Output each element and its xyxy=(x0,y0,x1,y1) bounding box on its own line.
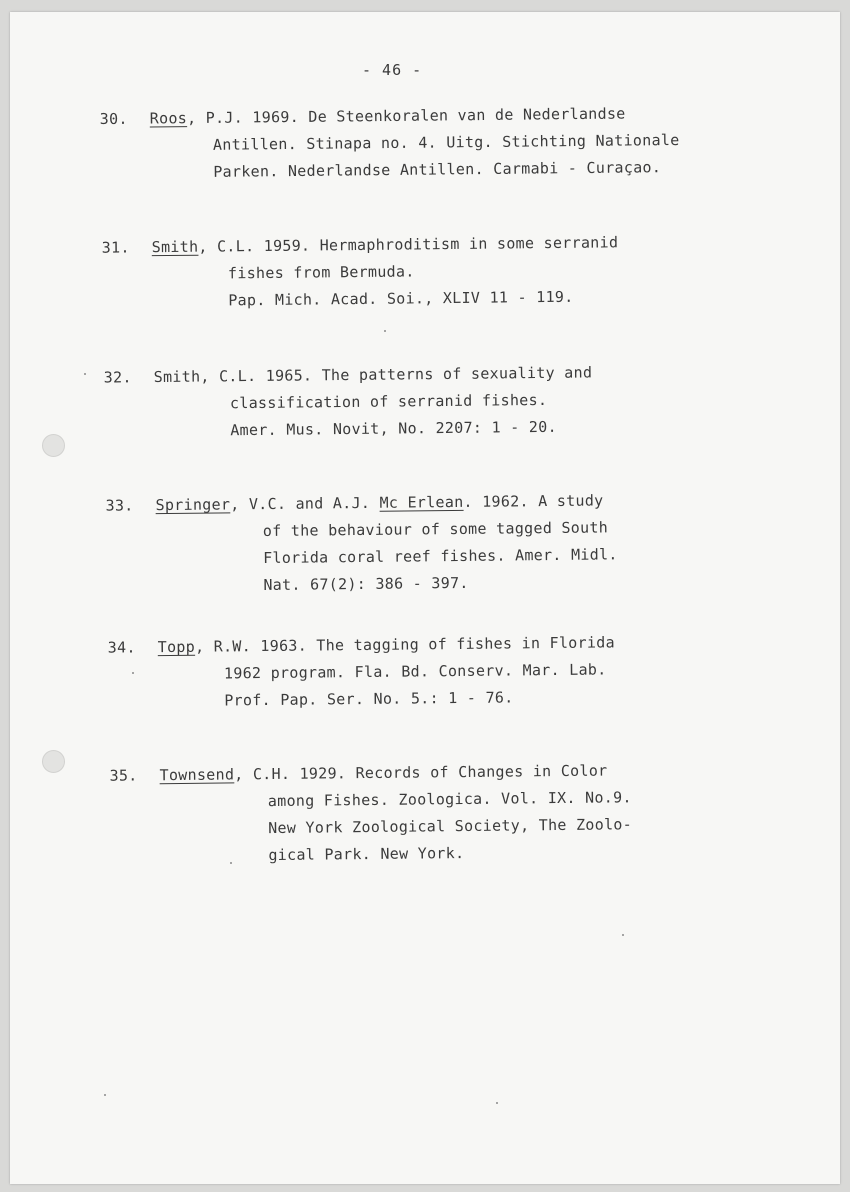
reference-continuation: Nat. 67(2): 386 - 397. xyxy=(263,573,469,595)
paper-speck xyxy=(104,1094,106,1096)
reference-citation: , C.H. 1929. Records of Changes in Color xyxy=(234,761,608,784)
reference-31 xyxy=(102,229,619,315)
reference-continuation: Prof. Pap. Ser. No. 5.: 1 - 76. xyxy=(224,688,514,710)
reference-citation: , P.J. 1969. De Steenkoralen van de Nederlandse xyxy=(186,104,626,128)
reference-continuation: Florida coral reef fishes. Amer. Midl. xyxy=(263,545,618,568)
reference-continuation: Antillen. Stinapa no. 4. Uitg. Stichting Nationale xyxy=(212,130,680,154)
reference-33 xyxy=(105,487,618,600)
reference-number: 34. xyxy=(107,638,136,657)
paper-speck xyxy=(230,862,232,864)
reference-34 xyxy=(108,629,616,715)
reference-number: 35. xyxy=(109,766,138,785)
reference-author: Springer xyxy=(155,495,231,515)
page-number: - 46 - xyxy=(362,61,423,79)
paper-speck xyxy=(132,672,134,674)
reference-35 xyxy=(109,757,632,870)
reference-author: Townsend xyxy=(159,765,235,785)
reference-coauthor: Mc Erlean xyxy=(379,492,464,512)
reference-32 xyxy=(104,359,593,445)
reference-citation: , R.W. 1963. The tagging of fishes in Florida xyxy=(194,633,616,656)
reference-30 xyxy=(100,100,680,187)
reference-citation: . 1962. A study xyxy=(463,491,604,511)
paper-speck xyxy=(384,330,386,332)
reference-author: Smith xyxy=(151,237,199,257)
reference-author: Roos xyxy=(149,109,188,128)
paper-speck xyxy=(496,1102,498,1104)
reference-number: 33. xyxy=(105,496,134,515)
reference-continuation: gical Park. New York. xyxy=(268,844,465,865)
punch-hole-lower xyxy=(42,750,65,773)
reference-continuation: classification of serranid fishes. xyxy=(229,390,548,413)
reference-citation: Smith, C.L. 1965. The patterns of sexuality and xyxy=(153,363,593,387)
reference-continuation: 1962 program. Fla. Bd. Conserv. Mar. Lab. xyxy=(223,660,607,683)
reference-continuation: of the behaviour of some tagged South xyxy=(262,518,609,541)
paper-speck xyxy=(622,934,624,936)
reference-number: 30. xyxy=(99,109,128,129)
reference-continuation: Pap. Mich. Acad. Soi., XLIV 11 - 119. xyxy=(228,287,574,310)
reference-number: 32. xyxy=(103,368,132,387)
reference-citation: , C.L. 1959. Hermaphroditism in some serranid xyxy=(198,233,619,256)
reference-number: 31. xyxy=(101,238,130,257)
reference-author: Topp xyxy=(157,637,196,657)
reference-continuation: fishes from Bermuda. xyxy=(227,262,415,283)
punch-hole-upper xyxy=(42,434,65,457)
reference-citation: , V.C. and A.J. xyxy=(230,493,380,514)
reference-continuation: Amer. Mus. Novit, No. 2207: 1 - 20. xyxy=(230,417,557,440)
reference-continuation: Parken. Nederlandse Antillen. Carmabi - Curaçao. xyxy=(213,158,662,181)
reference-continuation: among Fishes. Zoologica. Vol. IX. No.9. xyxy=(267,788,632,811)
paper-speck xyxy=(84,373,86,375)
reference-first-line xyxy=(102,229,619,261)
reference-continuation: New York Zoological Society, The Zoolo- xyxy=(268,815,633,838)
